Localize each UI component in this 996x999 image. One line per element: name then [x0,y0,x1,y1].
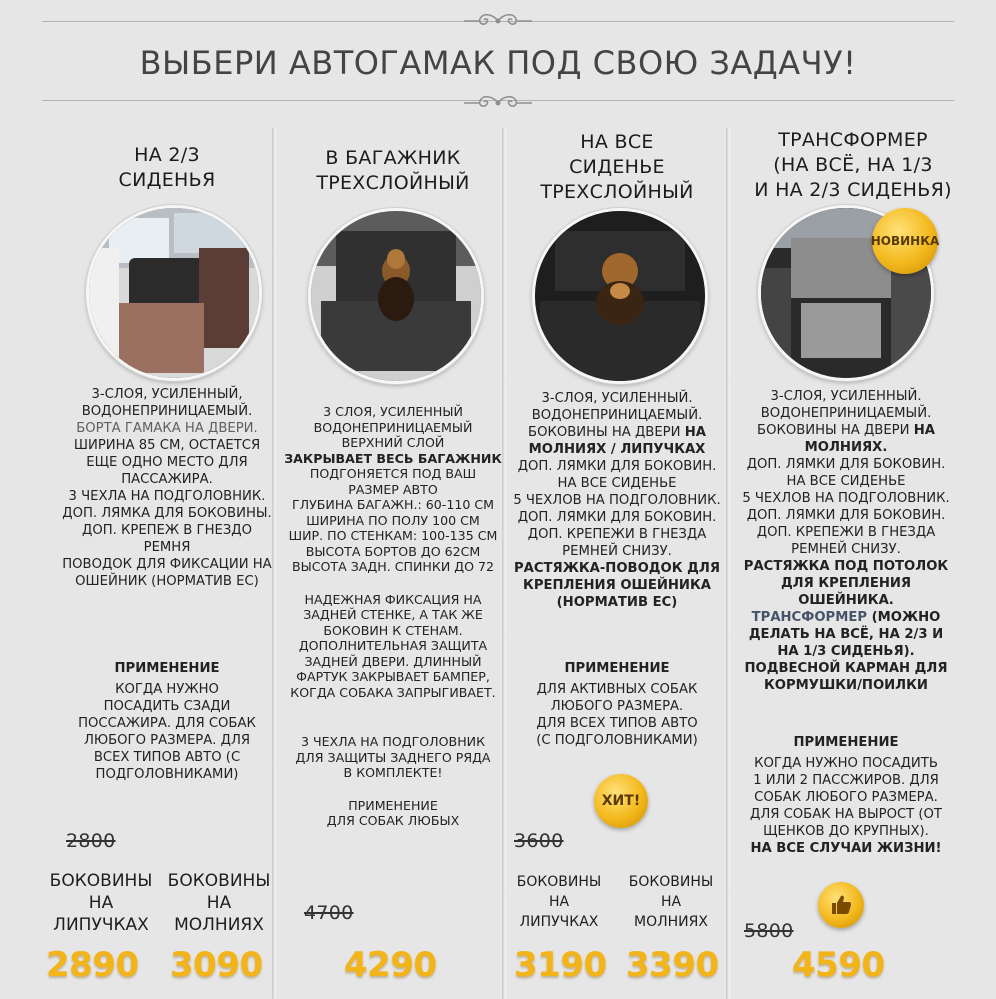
usage-block [730,734,962,857]
description-line: КРЕПЛЕНИЯ ОШЕЙНИКА [523,578,711,593]
usage-line: (С ПОДГОЛОВНИКАМИ) [536,733,698,748]
description-line [270,575,516,592]
description-line: ПАССАЖИРА. [121,472,213,487]
description-line: (НОРМАТИВ ЕС) [556,595,678,610]
old-price: 4700 [304,902,354,924]
description-line: ДОП. ЛЯМКИ ДЛЯ БОКОВИН. [746,457,946,472]
description-line: РАСТЯЖКА ПОД ПОТОЛОК [743,559,949,574]
description-line: 3-СЛОЯ, УСИЛЕННЫЙ. [770,389,922,404]
description-line: НА ВСЕ СИДЕНЬЕ [557,476,677,491]
description-line: БОКОВИНЫ НА ДВЕРИ НА [528,425,706,440]
description-line: ЗАКРЫВАЕТ ВЕСЬ БАГАЖНИК [284,450,502,466]
description-line: ПРИМЕНЕНИЕ [348,797,438,813]
usage-block [494,660,740,749]
description-line: БОКОВИНЫ НА ДВЕРИ НА [757,423,935,438]
description-line: РЕМНЕЙ СНИЗУ. [562,544,672,559]
old-price: 2800 [66,830,116,852]
option-velcro-label: БОКОВИНЫ НА ЛИПУЧКАХ [516,874,602,930]
product-title: В БАГАЖНИК ТРЕХСЛОЙНЫЙ [316,147,470,194]
description-line: БОКОВИН К СТЕНАМ. [323,622,463,638]
description-line: 5 ЧЕХЛОВ НА ПОДГОЛОВНИК. [742,491,950,506]
description-line: ДОП. ЛЯМКИ ДЛЯ БОКОВИН. [517,510,717,525]
usage-label: ПРИМЕНЕНИЕ [114,661,220,676]
description-line: ШИР. ПО СТЕНКАМ: 100-135 СМ [288,528,498,543]
description-line: ДОПОЛНИТЕЛЬНАЯ ЗАЩИТА [298,638,488,653]
description-line: НАДЕЖНАЯ ФИКСАЦИЯ НА [304,591,482,607]
description-line: ЗАДНЕЙ ДВЕРИ. ДЛИННЫЙ [304,653,482,669]
old-price: 5800 [744,920,794,942]
product-column-full-seat [494,0,740,999]
description-line: ОШЕЙНИК (НОРМАТИВ ЕС) [75,574,259,589]
description-line: ГЛУБИНА БАГАЖН.: 60-110 СМ [291,497,495,512]
product-description [44,386,290,590]
product-column-2-3 [44,0,290,999]
description-line: НА 1/3 СИДЕНЬЯ). [777,644,915,659]
description-line: В КОМПЛЕКТЕ! [343,765,443,780]
description-line [270,781,516,798]
description-line: ВЫСОТА БОРТОВ ДО 62СМ [305,543,481,559]
description-line: ШИРИНА 85 СМ, ОСТАЕТСЯ [73,438,261,453]
usage-block [44,660,290,783]
description-line: РАСТЯЖКА-ПОВОДОК ДЛЯ [514,561,720,576]
usage-label: ПРИМЕНЕНИЕ [564,661,670,676]
description-line: РЕМНЯ [143,540,191,555]
usage-line: ЛЮБОГО РАЗМЕРА. ДЛЯ [83,733,251,748]
usage-line: ЛЮБОГО РАЗМЕРА. [550,699,684,714]
description-line: ПОВОДОК ДЛЯ ФИКСАЦИИ НА [62,557,272,572]
usage-line: ПОСАДИТЬ СЗАДИ [103,699,231,714]
product-photo [532,208,708,384]
description-line: ТРАНСФОРМЕР (МОЖНО [751,610,941,625]
usage-line: СОБАК ЛЮБОГО РАЗМЕРА. [754,790,938,805]
product-title: НА 2/3 СИДЕНЬЯ [118,144,216,191]
description-line: ЕЩЕ ОДНО МЕСТО ДЛЯ [86,455,248,470]
usage-line: ДЛЯ ВСЕХ ТИПОВ АВТО [536,716,698,731]
description-line [270,717,516,734]
description-line: 3 ЧЕХЛА НА ПОДГОЛОВНИК [300,734,486,749]
description-line: ПОДГОНЯЕТСЯ ПОД ВАШ [309,466,477,481]
usage-line: ПОССАЖИРА. ДЛЯ СОБАК [78,716,256,731]
description-line: ДОП. КРЕПЕЖИ В ГНЕЗДА [527,527,707,542]
description-line: 5 ЧЕХЛОВ НА ПОДГОЛОВНИК. [513,493,721,508]
product-title: НА ВСЕ СИДЕНЬЕ ТРЕХСЛОЙНЫЙ [540,131,694,203]
product-photo [86,205,262,381]
product-column-trunk [270,0,516,999]
usage-label: ПРИМЕНЕНИЕ [793,735,899,750]
description-line: ДЛЯ КРЕПЛЕНИЯ [780,576,912,591]
price: 4590 [792,945,885,985]
product-description [730,388,962,694]
description-line [270,700,516,717]
description-line: МОЛНИЯХ / ЛИПУЧКАХ [528,442,706,457]
description-line: НА ВСЕ СИДЕНЬЕ [786,474,906,489]
hit-badge: ХИТ! [594,774,648,828]
description-line: ДЕЛАТЬ НА ВСЁ, НА 2/3 И [748,627,944,642]
description-line: ДОП. ЛЯМКИ ДЛЯ БОКОВИН. [746,508,946,523]
price-velcro: 2890 [46,945,139,985]
description-line: РЕМНЕЙ СНИЗУ. [791,542,901,557]
product-column-transformer [730,0,976,999]
description-line: ДОП. КРЕПЕЖ В ГНЕЗДО [82,523,252,538]
product-title: ТРАНСФОРМЕР (НА ВСЁ, НА 1/3 И НА 2/3 СИДЕНЬЯ) [754,129,952,201]
description-line: ВОДОНЕПРИНИЦАЕМЫЙ. [81,404,253,419]
description-line: ДЛЯ СОБАК ЛЮБЫХ [326,813,460,828]
slogan: НА ВСЕ СЛУЧАИ ЖИЗНИ! [750,841,942,856]
product-photo [308,208,484,384]
description-line: ВОДОНЕПРИНИЦАЕМЫЙ. [531,408,703,423]
option-zipper-label: БОКОВИНЫ НА МОЛНИЯХ [167,871,271,935]
description-line: ЗАДНЕЙ СТЕНКЕ, А ТАК ЖЕ [303,607,483,622]
description-line: КОРМУШКИ/ПОИЛКИ [764,678,928,693]
price-zipper: 3090 [170,945,263,985]
product-description [494,390,740,611]
description-line: 3-СЛОЯ, УСИЛЕННЫЙ. [541,391,693,406]
description-line: ДЛЯ ЗАЩИТЫ ЗАДНЕГО РЯДА [295,749,491,765]
description-line: ВОДОНЕПРИНИЦАЕМЫЙ [313,419,473,435]
option-zipper-label: БОКОВИНЫ НА МОЛНИЯХ [628,874,714,930]
description-line: ВЫСОТА ЗАДН. СПИНКИ ДО 72 [291,559,495,574]
usage-line: ЩЕНКОВ ДО КРУПНЫХ). [763,824,929,839]
description-line: БОРТА ГАМАКА НА ДВЕРИ. [76,421,258,436]
description-line: ВЕРХНИЙ СЛОЙ [341,435,445,450]
usage-line: ПОДГОЛОВНИКАМИ) [95,767,239,782]
description-line: РАЗМЕР АВТО [348,481,438,497]
description-line: ДОП. КРЕПЕЖИ В ГНЕЗДА [756,525,936,540]
price: 4290 [344,945,437,985]
product-description [270,404,516,829]
description-line: 3 ЧЕХЛА НА ПОДГОЛОВНИК. [68,489,266,504]
usage-line: 1 ИЛИ 2 ПАССЖИРОВ. ДЛЯ [753,773,939,788]
new-badge: НОВИНКА [872,208,938,274]
old-price: 3600 [514,830,564,852]
option-velcro-label: БОКОВИНЫ НА ЛИПУЧКАХ [49,871,153,935]
description-line: ШИРИНА ПО ПОЛУ 100 СМ [306,512,480,528]
description-line: ДОП. ЛЯМКА ДЛЯ БОКОВИНЫ. [62,506,272,521]
description-line: 3-СЛОЯ, УСИЛЕННЫЙ, [91,387,243,402]
price-zipper: 3390 [626,945,719,985]
description-line: 3 СЛОЯ, УСИЛЕННЫЙ [323,404,463,419]
usage-line: КОГДА НУЖНО [115,682,219,697]
description-line: ФАРТУК ЗАКРЫВАЕТ БАМПЕР, [296,669,490,684]
thumbs-up-icon [818,882,864,928]
usage-line: КОГДА НУЖНО ПОСАДИТЬ [754,756,938,771]
usage-line: ДЛЯ СОБАК НА ВЫРОСТ (ОТ [750,807,942,822]
price-velcro: 3190 [514,945,607,985]
description-line: МОЛНИЯХ. [804,440,888,455]
description-line: ПОДВЕСНОЙ КАРМАН ДЛЯ [744,661,948,676]
page-heading: ВЫБЕРИ АВТОГАМАК ПОД СВОЮ ЗАДАЧУ! [139,44,857,82]
description-line: КОГДА СОБАКА ЗАПРЫГИВАЕТ. [290,684,496,700]
usage-line: ДЛЯ АКТИВНЫХ СОБАК [536,682,698,697]
description-line: ОШЕЙНИКА. [798,593,894,608]
description-line: ВОДОНЕПРИНИЦАЕМЫЙ. [760,406,932,421]
description-line: ДОП. ЛЯМКИ ДЛЯ БОКОВИН. [517,459,717,474]
usage-line: ВСЕХ ТИПОВ АВТО (С [93,750,241,765]
